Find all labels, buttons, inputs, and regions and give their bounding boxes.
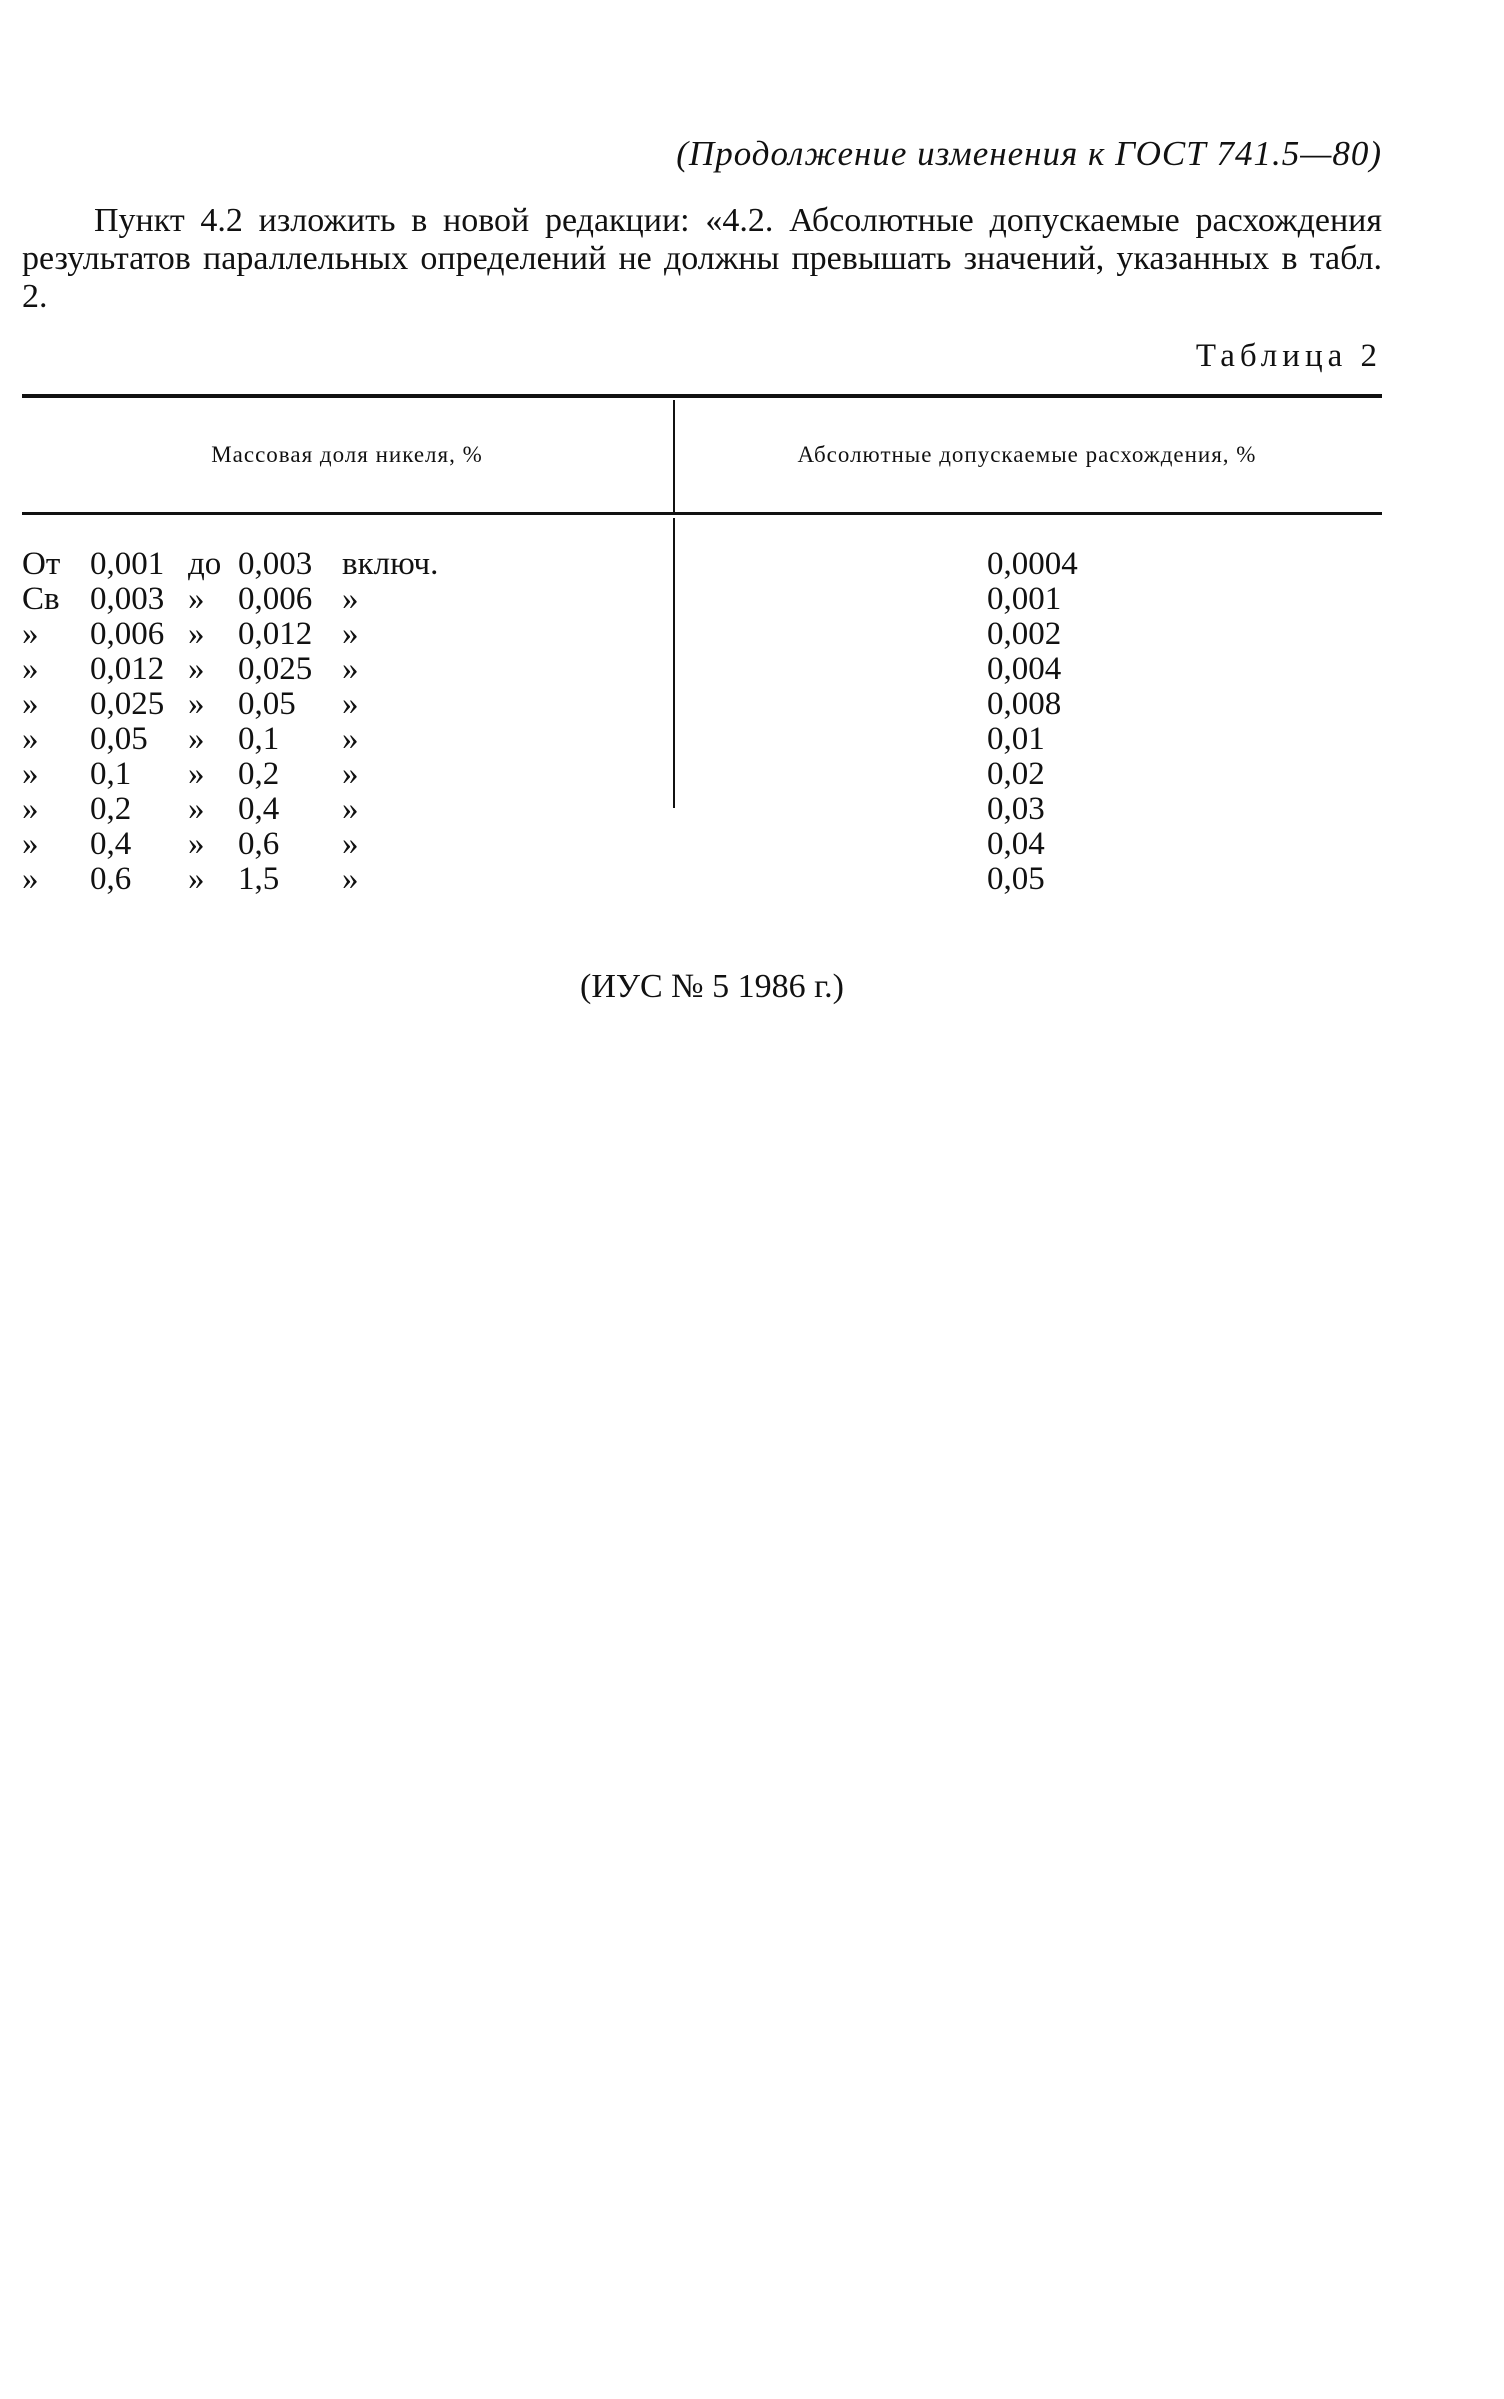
mass-fraction-column <box>22 547 672 897</box>
header-mass-fraction: Массовая доля никеля, % <box>211 442 483 467</box>
range-suffix: включ. <box>342 546 439 582</box>
table-row-tolerance: 0,04 <box>987 826 1045 862</box>
range-prefix: » <box>22 791 39 827</box>
range-prefix: » <box>22 756 39 792</box>
table-row-tolerance: 0,02 <box>987 756 1045 792</box>
table-row-range <box>22 652 672 687</box>
header-column-divider <box>673 400 675 512</box>
table-row-range <box>22 687 672 722</box>
range-to: 0,006 <box>238 581 313 617</box>
range-suffix: » <box>342 826 359 862</box>
table-row-range <box>22 547 672 582</box>
table-row-tolerance: 0,05 <box>987 861 1045 897</box>
range-suffix: » <box>342 581 359 617</box>
amendment-header: (Продолжение изменения к ГОСТ 741.5—80) <box>676 134 1382 173</box>
table-row-range <box>22 757 672 792</box>
range-to: 0,4 <box>238 791 280 827</box>
range-connector: » <box>188 616 205 652</box>
tolerance-column <box>672 547 1382 897</box>
range-from: 0,006 <box>90 616 165 652</box>
range-from: 0,001 <box>90 546 165 582</box>
range-from: 0,012 <box>90 651 165 687</box>
range-from: 0,6 <box>90 861 132 897</box>
range-from: 0,1 <box>90 756 132 792</box>
range-suffix: » <box>342 651 359 687</box>
range-connector: » <box>188 721 205 757</box>
tolerance-table <box>22 394 1382 937</box>
range-connector: » <box>188 791 205 827</box>
range-suffix: » <box>342 756 359 792</box>
range-from: 0,003 <box>90 581 165 617</box>
range-connector: » <box>188 826 205 862</box>
table-row-tolerance: 0,008 <box>987 686 1062 722</box>
range-to: 0,025 <box>238 651 313 687</box>
range-from: 0,025 <box>90 686 165 722</box>
table-row-range <box>22 827 672 862</box>
range-from: 0,05 <box>90 721 148 757</box>
header-tolerance: Абсолютные допускаемые расхождения, % <box>797 442 1257 467</box>
range-prefix: » <box>22 686 39 722</box>
document-page <box>22 130 1382 1009</box>
range-connector: » <box>188 651 205 687</box>
table-body <box>22 515 1382 937</box>
range-suffix: » <box>342 791 359 827</box>
range-suffix: » <box>342 721 359 757</box>
range-to: 0,2 <box>238 756 280 792</box>
range-to: 1,5 <box>238 861 280 897</box>
range-to: 0,1 <box>238 721 280 757</box>
range-from: 0,2 <box>90 791 132 827</box>
range-prefix: От <box>22 546 61 582</box>
table-row-tolerance: 0,0004 <box>987 546 1078 582</box>
range-prefix: » <box>22 651 39 687</box>
range-to: 0,6 <box>238 826 280 862</box>
range-prefix: » <box>22 826 39 862</box>
range-prefix: Св <box>22 581 60 617</box>
range-prefix: » <box>22 616 39 652</box>
range-suffix: » <box>342 616 359 652</box>
table-row-tolerance: 0,03 <box>987 791 1045 827</box>
range-suffix: » <box>342 686 359 722</box>
amendment-paragraph: Пункт 4.2 изложить в новой редакции: «4.2. Абсолютные допускаемые расхождения результатов параллельных определений не должны превышать значений, указанных в табл. 2. <box>22 202 1382 315</box>
table-row-range <box>22 792 672 827</box>
table-row-range <box>22 722 672 757</box>
table-header-row <box>22 398 1382 512</box>
range-from: 0,4 <box>90 826 132 862</box>
table-row-range <box>22 862 672 897</box>
table-caption: Таблица 2 <box>1195 338 1382 374</box>
range-to: 0,05 <box>238 686 296 722</box>
range-connector: до <box>188 546 222 582</box>
table-row-range <box>22 617 672 652</box>
table-row-tolerance: 0,004 <box>987 651 1062 687</box>
range-connector: » <box>188 756 205 792</box>
range-prefix: » <box>22 861 39 897</box>
range-connector: » <box>188 861 205 897</box>
range-connector: » <box>188 686 205 722</box>
range-suffix: » <box>342 861 359 897</box>
table-row-tolerance: 0,01 <box>987 721 1045 757</box>
table-row-tolerance: 0,002 <box>987 616 1062 652</box>
range-to: 0,012 <box>238 616 313 652</box>
source-reference: (ИУС № 5 1986 г.) <box>580 968 844 1005</box>
table-row-range <box>22 582 672 617</box>
range-to: 0,003 <box>238 546 313 582</box>
table-row-tolerance: 0,001 <box>987 581 1062 617</box>
range-connector: » <box>188 581 205 617</box>
body-column-divider <box>673 518 675 808</box>
range-prefix: » <box>22 721 39 757</box>
